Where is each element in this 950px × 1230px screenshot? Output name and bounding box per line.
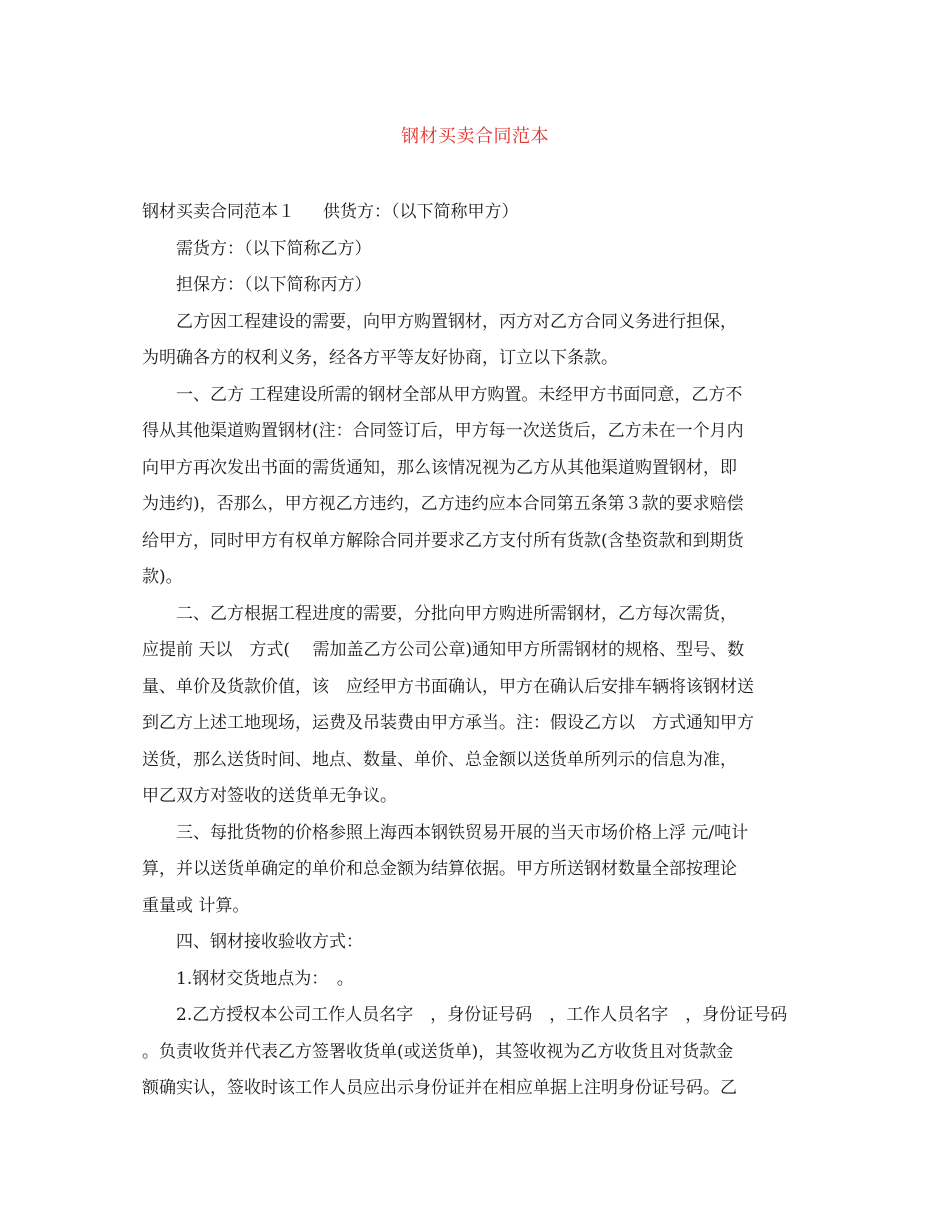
- text-line: 款)。: [142, 567, 183, 587]
- text-line: 一、乙方 工程建设所需的钢材全部从甲方购置。未经甲方书面同意，乙方不: [176, 384, 743, 405]
- text-line: 得从其他渠道购置钢材(注：合同签订后，甲方每一次送货后，乙方未在一个月内: [142, 421, 744, 441]
- document-title: 钢材买卖合同范本: [401, 126, 549, 147]
- text-line: 需货方：（以下简称乙方）: [176, 238, 372, 259]
- text-line: 量、单价及货款价值，该 应经甲方书面确认，甲方在确认后安排车辆将该钢材送: [142, 676, 754, 697]
- text-line: 给甲方，同时甲方有权单方解除合同并要求乙方支付所有货款(含垫资款和到期货: [142, 530, 744, 551]
- text-line: 四、钢材接收验收方式：: [176, 932, 363, 952]
- text-line: 额确实认，签收时该工作人员应出示身份证并在相应单据上注明身份证号码。乙: [142, 1078, 737, 1098]
- text-line: 到乙方上述工地现场，运费及吊装费由甲方承当。注：假设乙方以 方式通知甲方: [142, 713, 754, 733]
- text-line: 2.乙方授权本公司工作人员名字 ，身份证号码 ，工作人员名字 ，身份证号码: [176, 1005, 788, 1025]
- text-line: 乙方因工程建设的需要，向甲方购置钢材，丙方对乙方合同义务进行担保，: [176, 311, 737, 332]
- document-body: [142, 194, 812, 1107]
- body-lines: [142, 231, 812, 1107]
- text-line: 重量或 计算。: [142, 895, 250, 916]
- text-line: 为明确各方的权利义务，经各方平等友好协商，订立以下条款。: [142, 348, 618, 368]
- text-line: 算，并以送货单确定的单价和总金额为结算依据。甲方所送钢材数量全部按理论: [142, 859, 737, 879]
- text-line: 1.钢材交货地点为： 。: [176, 968, 354, 989]
- text-line: 送货，那么送货时间、地点、数量、单价、总金额以送货单所列示的信息为准，: [142, 749, 737, 770]
- text-line: 担保方：（以下简称丙方）: [176, 275, 372, 295]
- header-line: [142, 194, 812, 231]
- text-line: 。负责收货并代表乙方签署收货单(或送货单)，其签收视为乙方收货且对货款金: [142, 1041, 734, 1062]
- contract-number-label: 钢材买卖合同范本１: [142, 202, 295, 222]
- text-line: 为违约)，否那么，甲方视乙方违约，乙方违约应本合同第五条第３款的要求赔偿: [142, 494, 744, 514]
- text-line: 二、乙方根据工程进度的需要，分批向甲方购进所需钢材，乙方每次需货，: [176, 603, 737, 624]
- supplier-label: 供货方：（以下简称甲方）: [323, 202, 519, 222]
- text-line: 三、每批货物的价格参照上海西本钢铁贸易开展的当天市场价格上浮 元/吨计: [176, 822, 749, 843]
- text-line: 甲乙双方对签收的送货单无争议。: [142, 786, 397, 806]
- text-line: 向甲方再次发出书面的需货通知，那么该情况视为乙方从其他渠道购置钢材，即: [142, 457, 737, 478]
- text-line: 应提前 天以 方式( 需加盖乙方公司公章)通知甲方所需钢材的规格、型号、数: [142, 640, 745, 660]
